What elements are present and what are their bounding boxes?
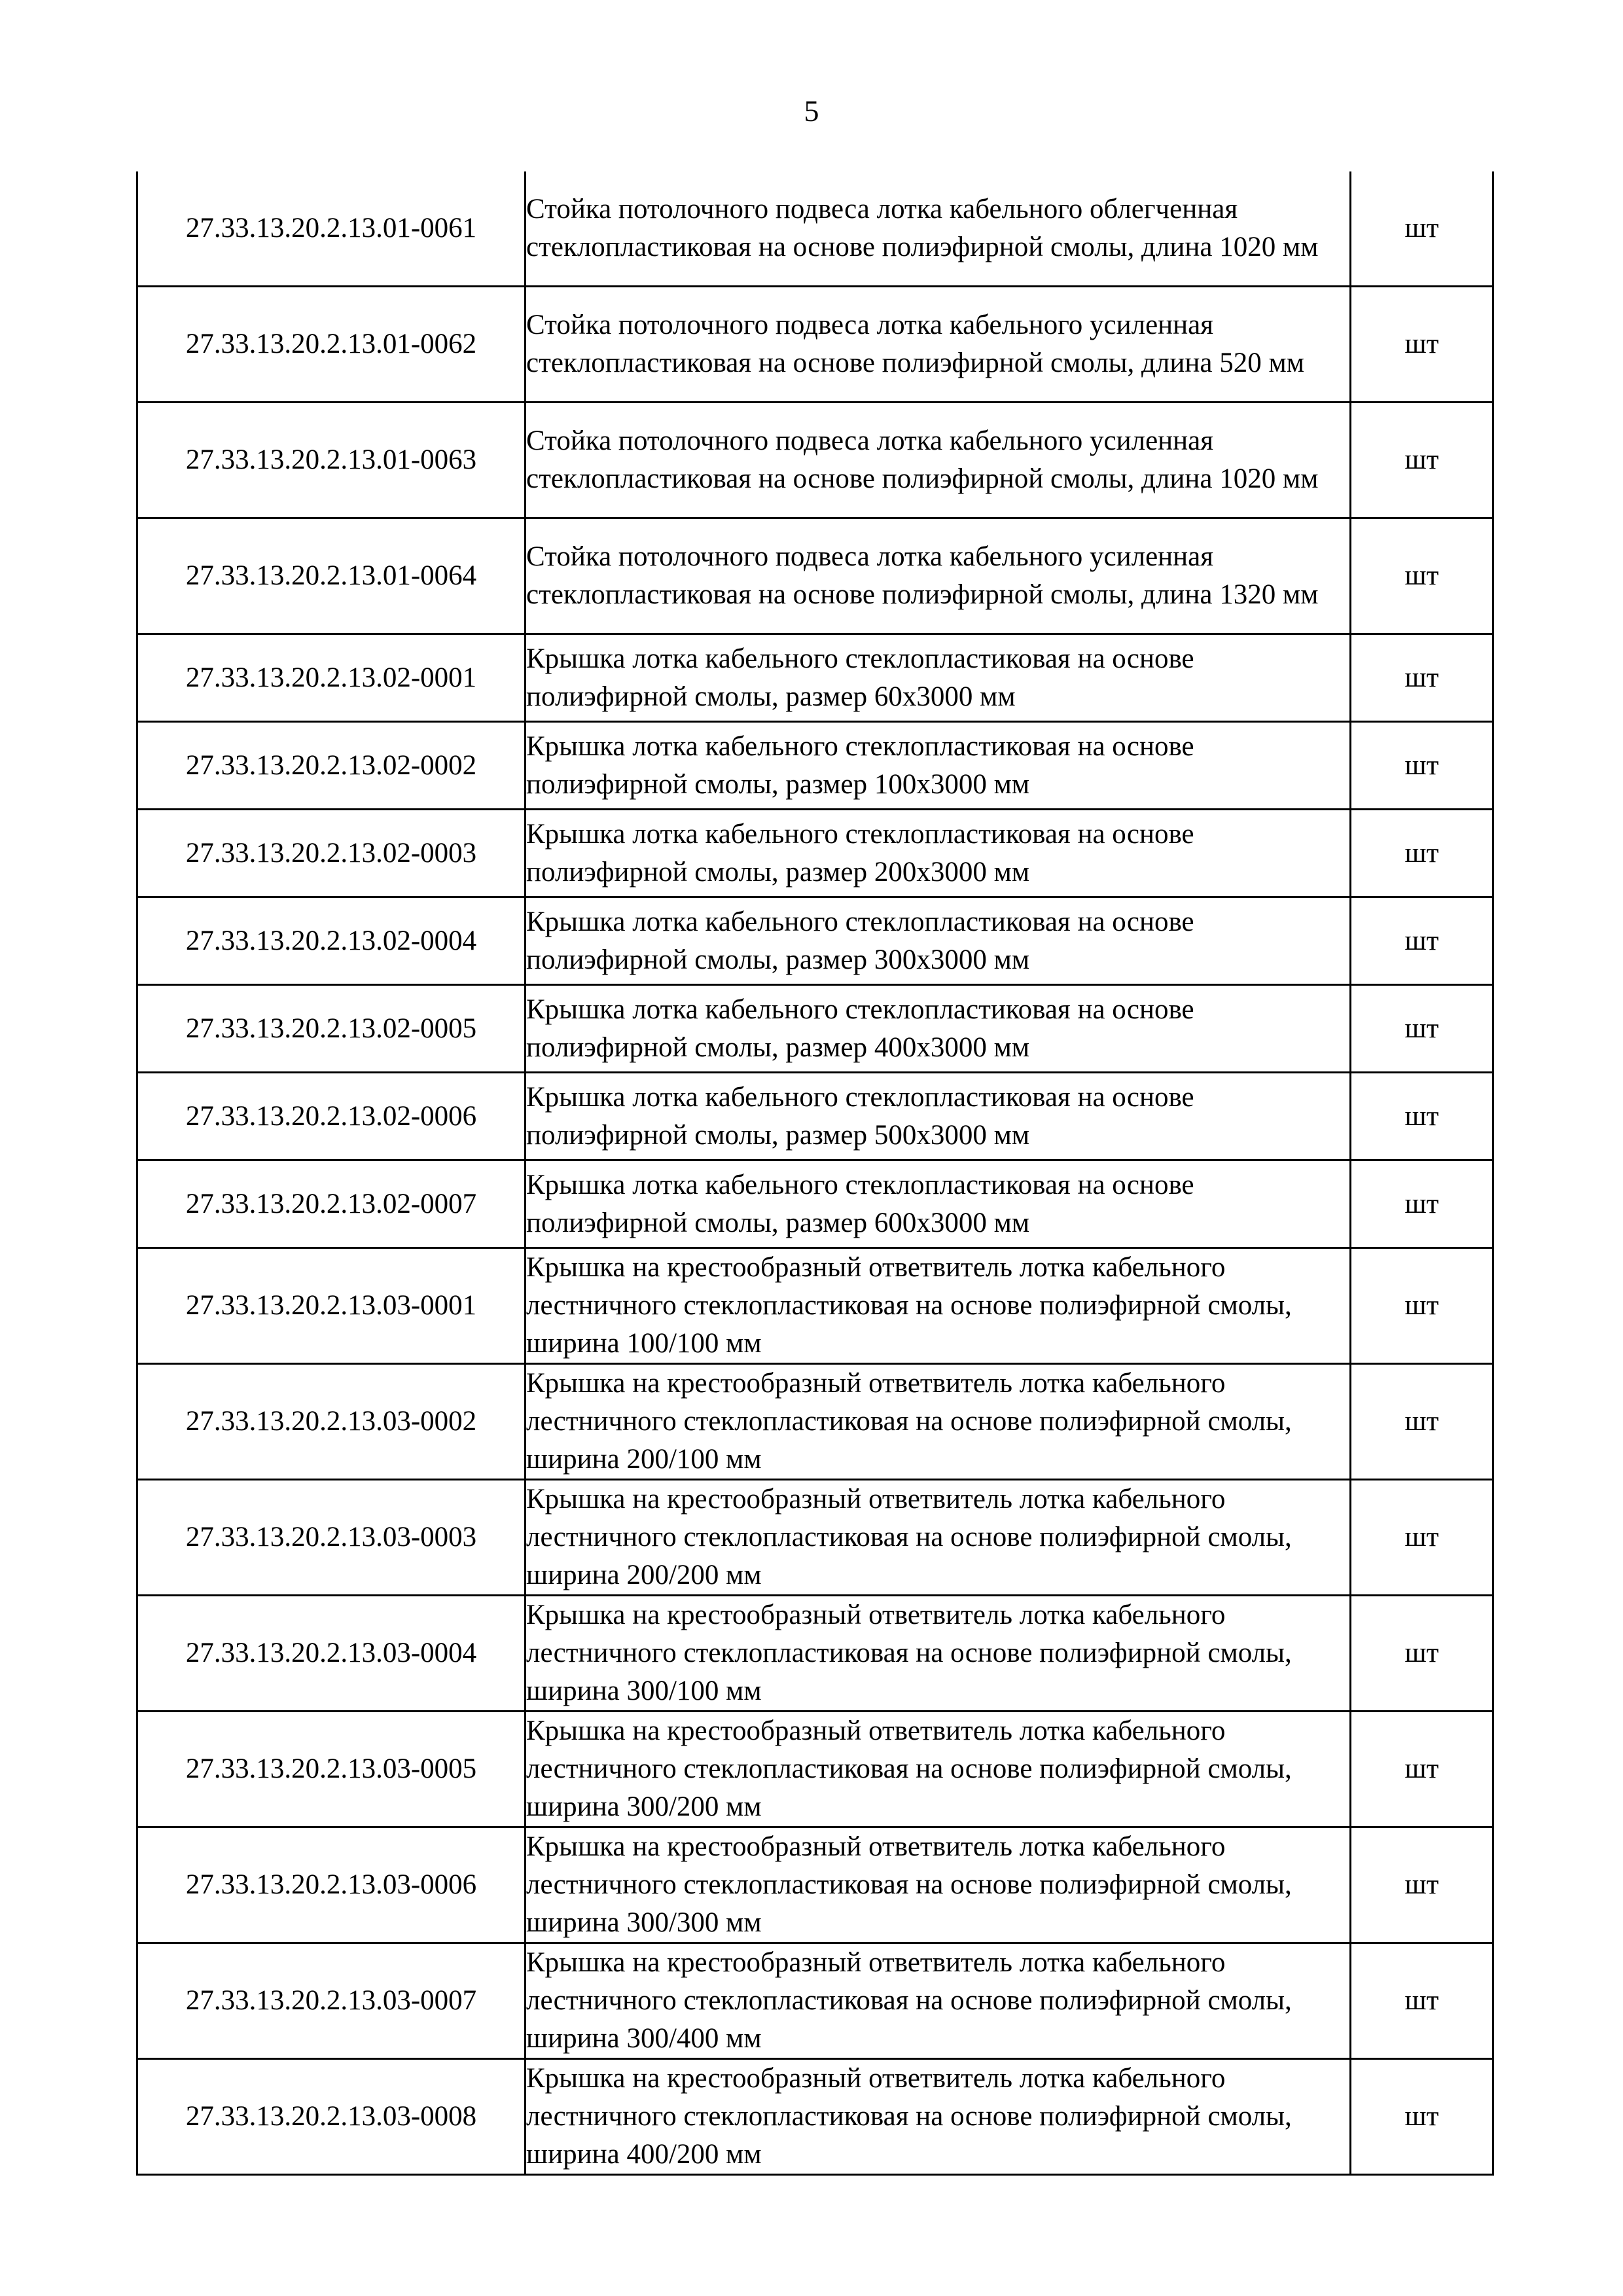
resource-code-cell: 27.33.13.20.2.13.02-0004 [137,897,526,985]
resource-description-cell: Стойка потолочного подвеса лотка кабельного усиленная стеклопластиковая на основе полиэфирной смолы, длина 1020 мм [526,403,1351,518]
resource-description-cell: Стойка потолочного подвеса лотка кабельного усиленная стеклопластиковая на основе полиэфирной смолы, длина 1320 мм [526,518,1351,634]
table-row [137,897,1493,985]
resource-description-cell: Крышка лотка кабельного стеклопластиковая на основе полиэфирной смолы, размер 400х3000 мм [526,985,1351,1073]
unit-of-measure-cell: шт [1351,1160,1493,1248]
resource-description-cell: Стойка потолочного подвеса лотка кабельного усиленная стеклопластиковая на основе полиэфирной смолы, длина 520 мм [526,287,1351,403]
resource-description-cell: Крышка лотка кабельного стеклопластиковая на основе полиэфирной смолы, размер 60х3000 мм [526,634,1351,722]
resource-code-cell: 27.33.13.20.2.13.03-0008 [137,2059,526,2175]
unit-of-measure-cell: шт [1351,1712,1493,1827]
resource-code-cell: 27.33.13.20.2.13.03-0002 [137,1364,526,1480]
resource-description-cell: Крышка на крестообразный ответвитель лотка кабельного лестничного стеклопластиковая на основе полиэфирной смолы, ширина 300/200 мм [526,1712,1351,1827]
resource-code-cell: 27.33.13.20.2.13.03-0004 [137,1596,526,1712]
unit-of-measure-cell: шт [1351,518,1493,634]
table-row [137,171,1493,287]
resource-description-cell: Крышка лотка кабельного стеклопластиковая на основе полиэфирной смолы, размер 600х3000 мм [526,1160,1351,1248]
resource-code-cell: 27.33.13.20.2.13.01-0062 [137,287,526,403]
resource-description-cell: Крышка лотка кабельного стеклопластиковая на основе полиэфирной смолы, размер 100х3000 мм [526,722,1351,810]
table-row [137,985,1493,1073]
unit-of-measure-cell: шт [1351,1248,1493,1364]
unit-of-measure-cell: шт [1351,171,1493,287]
table-row [137,1827,1493,1943]
table-row [137,810,1493,897]
resource-code-cell: 27.33.13.20.2.13.02-0005 [137,985,526,1073]
table-row [137,1073,1493,1160]
catalog-table [136,171,1494,2176]
resource-description-cell: Стойка потолочного подвеса лотка кабельного облегченная стеклопластиковая на основе полиэфирной смолы, длина 1020 мм [526,171,1351,287]
resource-description-cell: Крышка на крестообразный ответвитель лотка кабельного лестничного стеклопластиковая на основе полиэфирной смолы, ширина 300/400 мм [526,1943,1351,2059]
table-row [137,2059,1493,2175]
unit-of-measure-cell: шт [1351,810,1493,897]
resource-description-cell: Крышка на крестообразный ответвитель лотка кабельного лестничного стеклопластиковая на основе полиэфирной смолы, ширина 300/300 мм [526,1827,1351,1943]
unit-of-measure-cell: шт [1351,1480,1493,1596]
resource-description-cell: Крышка на крестообразный ответвитель лотка кабельного лестничного стеклопластиковая на основе полиэфирной смолы, ширина 300/100 мм [526,1596,1351,1712]
resource-description-cell: Крышка на крестообразный ответвитель лотка кабельного лестничного стеклопластиковая на основе полиэфирной смолы, ширина 400/200 мм [526,2059,1351,2175]
resource-description-cell: Крышка на крестообразный ответвитель лотка кабельного лестничного стеклопластиковая на основе полиэфирной смолы, ширина 200/100 мм [526,1364,1351,1480]
unit-of-measure-cell: шт [1351,1596,1493,1712]
unit-of-measure-cell: шт [1351,722,1493,810]
resource-code-cell: 27.33.13.20.2.13.03-0003 [137,1480,526,1596]
table-row [137,1712,1493,1827]
unit-of-measure-cell: шт [1351,1364,1493,1480]
table-row [137,634,1493,722]
resource-code-cell: 27.33.13.20.2.13.01-0063 [137,403,526,518]
unit-of-measure-cell: шт [1351,634,1493,722]
table-row [137,722,1493,810]
unit-of-measure-cell: шт [1351,2059,1493,2175]
resource-description-cell: Крышка на крестообразный ответвитель лотка кабельного лестничного стеклопластиковая на основе полиэфирной смолы, ширина 100/100 мм [526,1248,1351,1364]
resource-description-cell: Крышка лотка кабельного стеклопластиковая на основе полиэфирной смолы, размер 300х3000 мм [526,897,1351,985]
table-row [137,518,1493,634]
unit-of-measure-cell: шт [1351,897,1493,985]
resource-code-cell: 27.33.13.20.2.13.02-0006 [137,1073,526,1160]
table-row [137,287,1493,403]
page-number: 5 [804,94,819,128]
unit-of-measure-cell: шт [1351,985,1493,1073]
table-row [137,1480,1493,1596]
resource-code-cell: 27.33.13.20.2.13.01-0061 [137,171,526,287]
unit-of-measure-cell: шт [1351,1827,1493,1943]
table-row [137,403,1493,518]
table-row [137,1248,1493,1364]
table-row [137,1943,1493,2059]
resource-code-cell: 27.33.13.20.2.13.01-0064 [137,518,526,634]
resource-code-cell: 27.33.13.20.2.13.03-0001 [137,1248,526,1364]
resource-code-cell: 27.33.13.20.2.13.02-0002 [137,722,526,810]
resource-description-cell: Крышка лотка кабельного стеклопластиковая на основе полиэфирной смолы, размер 500х3000 мм [526,1073,1351,1160]
resource-code-cell: 27.33.13.20.2.13.03-0005 [137,1712,526,1827]
resource-code-cell: 27.33.13.20.2.13.02-0007 [137,1160,526,1248]
table-row [137,1364,1493,1480]
resource-code-cell: 27.33.13.20.2.13.03-0007 [137,1943,526,2059]
table-row [137,1160,1493,1248]
table-row [137,1596,1493,1712]
resource-description-cell: Крышка на крестообразный ответвитель лотка кабельного лестничного стеклопластиковая на основе полиэфирной смолы, ширина 200/200 мм [526,1480,1351,1596]
catalog-table-body [137,171,1493,2175]
unit-of-measure-cell: шт [1351,1943,1493,2059]
resource-code-cell: 27.33.13.20.2.13.02-0001 [137,634,526,722]
unit-of-measure-cell: шт [1351,1073,1493,1160]
unit-of-measure-cell: шт [1351,403,1493,518]
resource-code-cell: 27.33.13.20.2.13.02-0003 [137,810,526,897]
unit-of-measure-cell: шт [1351,287,1493,403]
resource-description-cell: Крышка лотка кабельного стеклопластиковая на основе полиэфирной смолы, размер 200х3000 мм [526,810,1351,897]
resource-code-cell: 27.33.13.20.2.13.03-0006 [137,1827,526,1943]
